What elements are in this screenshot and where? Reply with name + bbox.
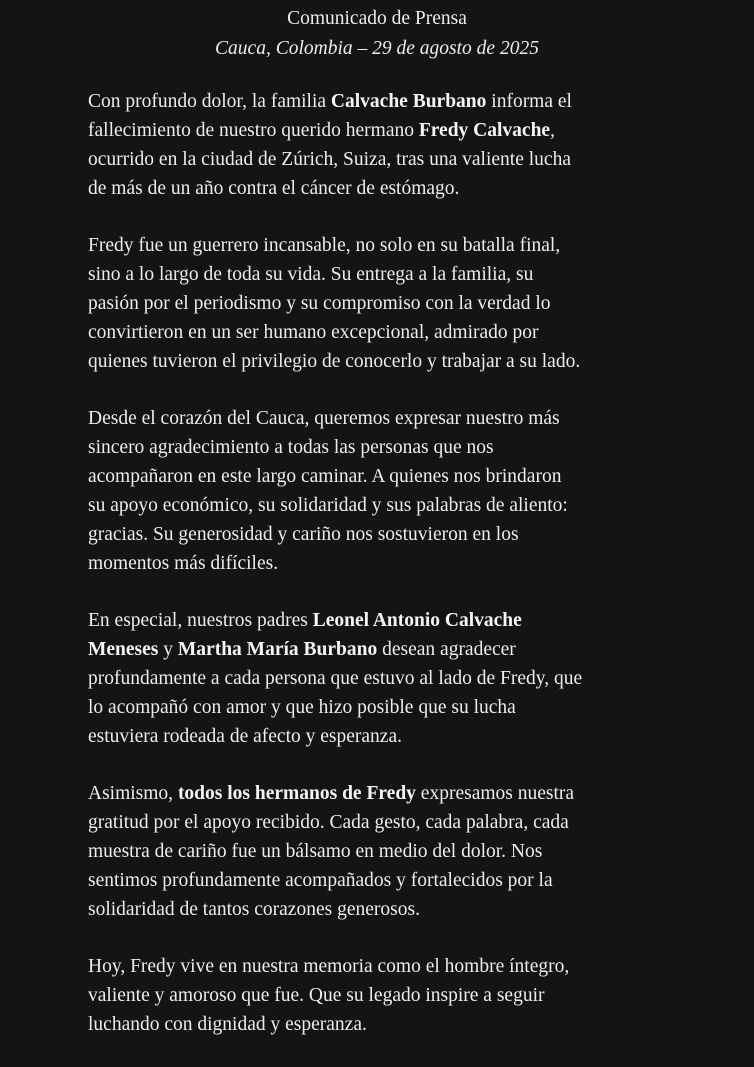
text-segment: acompañaron en este largo caminar. A quienes nos brindaron: [88, 466, 562, 487]
text-segment: informa el: [486, 91, 572, 112]
text-line: [88, 404, 728, 433]
text-segment: profundamente a cada persona que estuvo al lado de Fredy, que: [88, 668, 583, 689]
text-line: [88, 722, 728, 751]
text-segment: Hoy, Fredy vive en nuestra memoria como el hombre íntegro,: [88, 956, 570, 977]
text-line: [88, 952, 728, 981]
text-segment: Con profundo dolor, la familia: [88, 91, 331, 112]
text-line: [88, 347, 728, 376]
text-line: [88, 491, 728, 520]
document-dateline: Cauca, Colombia – 29 de agosto de 2025: [215, 38, 539, 59]
text-segment: gratitud por el apoyo recibido. Cada gesto, cada palabra, cada: [88, 812, 569, 833]
text-line: [88, 664, 728, 693]
text-line: [88, 87, 728, 116]
paragraph: [88, 952, 728, 1039]
bold-name: Leonel Antonio Calvache: [312, 610, 522, 631]
text-line: [88, 866, 728, 895]
text-line: [88, 318, 728, 347]
text-segment: y: [158, 639, 178, 660]
text-segment: sino a lo largo de toda su vida. Su entrega a la familia, su: [88, 264, 534, 285]
text-segment: fallecimiento de nuestro querido hermano: [88, 120, 419, 141]
text-line: [88, 693, 728, 722]
text-line: [88, 462, 728, 491]
text-segment: sentimos profundamente acompañados y fortalecidos por la: [88, 870, 553, 891]
text-line: [88, 433, 728, 462]
text-line: [88, 779, 728, 808]
text-segment: En especial, nuestros padres: [88, 610, 313, 631]
text-line: [88, 116, 728, 145]
text-segment: expresamos nuestra: [415, 783, 575, 804]
bold-name: Calvache Burbano: [330, 91, 487, 112]
text-segment: estuviera rodeada de afecto y esperanza.: [88, 726, 402, 747]
paragraph: [88, 87, 728, 203]
text-segment: muestra de cariño fue un bálsamo en medio del dolor. Nos: [88, 841, 543, 862]
text-line: [88, 174, 728, 203]
text-line: [88, 895, 728, 924]
text-segment: momentos más difíciles.: [88, 553, 279, 574]
paragraph: [88, 404, 728, 578]
text-line: [88, 1010, 728, 1039]
text-segment: Desde el corazón del Cauca, queremos expresar nuestro más: [88, 408, 560, 429]
text-segment: solidaridad de tantos corazones generosos.: [88, 899, 420, 920]
text-line: [88, 606, 728, 635]
document-header: [0, 4, 754, 64]
paragraph: [88, 779, 728, 924]
bold-name: todos los hermanos de Fredy: [177, 783, 416, 804]
text-line: [88, 549, 728, 578]
paragraph: [88, 606, 728, 751]
text-segment: convirtieron en un ser humano excepcional, admirado por: [88, 322, 539, 343]
bold-name: Meneses: [88, 639, 159, 660]
document-title: Comunicado de Prensa: [287, 8, 467, 29]
text-segment: ,: [550, 120, 555, 141]
text-segment: luchando con dignidad y esperanza.: [88, 1014, 367, 1035]
text-line: [88, 260, 728, 289]
text-line: [88, 520, 728, 549]
paragraph: [88, 231, 728, 376]
text-segment: ocurrido en la ciudad de Zúrich, Suiza, tras una valiente lucha: [88, 149, 571, 170]
text-line: [88, 808, 728, 837]
text-line: [88, 981, 728, 1010]
text-segment: su apoyo económico, su solidaridad y sus palabras de aliento:: [88, 495, 568, 516]
text-line: [88, 145, 728, 174]
text-line: [88, 837, 728, 866]
text-segment: valiente y amoroso que fue. Que su legado inspire a seguir: [88, 985, 545, 1006]
bold-name: Fredy Calvache: [418, 120, 551, 141]
text-segment: quienes tuvieron el privilegio de conocerlo y trabajar a su lado.: [88, 351, 581, 372]
text-line: [88, 289, 728, 318]
text-segment: desean agradecer: [377, 639, 516, 660]
text-segment: lo acompañó con amor y que hizo posible que su lucha: [88, 697, 516, 718]
document-body: [88, 87, 728, 1067]
text-segment: pasión por el periodismo y su compromiso con la verdad lo: [88, 293, 551, 314]
text-segment: sincero agradecimiento a todas las personas que nos: [88, 437, 494, 458]
text-segment: Asimismo,: [88, 783, 178, 804]
text-line: [88, 635, 728, 664]
text-line: [88, 231, 728, 260]
text-segment: de más de un año contra el cáncer de estómago.: [88, 178, 460, 199]
bold-name: Martha María Burbano: [177, 639, 378, 660]
text-segment: gracias. Su generosidad y cariño nos sostuvieron en los: [88, 524, 519, 545]
text-segment: Fredy fue un guerrero incansable, no solo en su batalla final,: [88, 235, 561, 256]
